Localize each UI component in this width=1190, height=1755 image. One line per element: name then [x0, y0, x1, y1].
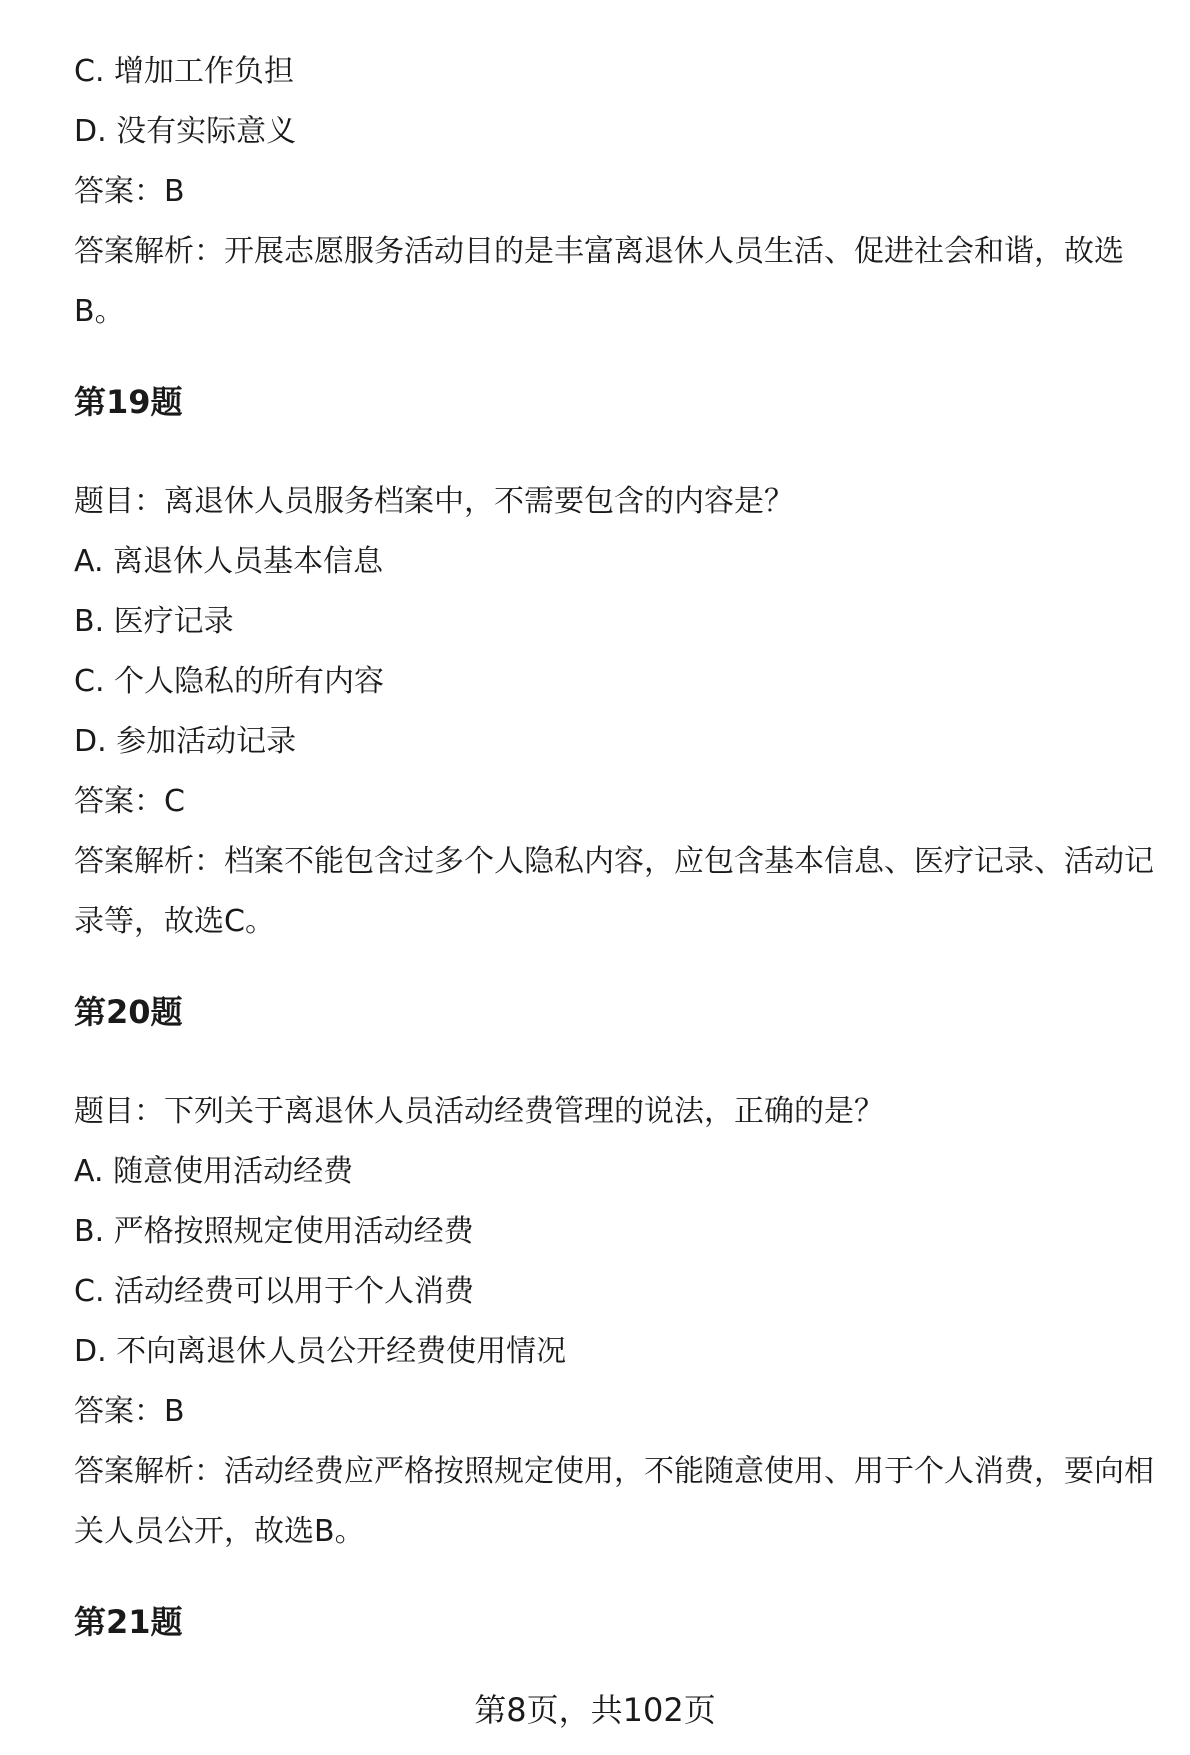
question-text: 题目：下列关于离退休人员活动经费管理的说法，正确的是？ — [74, 1094, 884, 1129]
option-a: A. 离退休人员基本信息 — [74, 544, 384, 579]
question-heading: 第20题 — [74, 993, 183, 1031]
answer-analysis-line-2: 关人员公开，故选B。 — [74, 1514, 365, 1549]
answer: 答案：B — [74, 174, 185, 209]
page-number-footer: 第8页，共102页 — [474, 1691, 716, 1729]
question-19 — [74, 382, 1164, 952]
answer-analysis-line-1: 答案解析：活动经费应严格按照规定使用，不能随意使用、用于个人消费，要向相 — [74, 1454, 1154, 1489]
option-d: D. 不向离退休人员公开经费使用情况 — [74, 1334, 567, 1369]
document-page — [74, 0, 1164, 1642]
option-c: C. 增加工作负担 — [74, 54, 295, 89]
question-text: 题目：离退休人员服务档案中，不需要包含的内容是？ — [74, 484, 794, 519]
option-c: C. 个人隐私的所有内容 — [74, 664, 385, 699]
answer-analysis-line-1: 答案解析：开展志愿服务活动目的是丰富离退休人员生活、促进社会和谐，故选 — [74, 234, 1124, 269]
answer-analysis-line-2: 录等，故选C。 — [74, 904, 275, 939]
previous-question-tail — [74, 42, 1164, 342]
question-heading: 第21题 — [74, 1603, 183, 1641]
option-c: C. 活动经费可以用于个人消费 — [74, 1274, 475, 1309]
option-b: B. 严格按照规定使用活动经费 — [74, 1214, 474, 1249]
answer: 答案：B — [74, 1394, 185, 1429]
question-20 — [74, 992, 1164, 1562]
question-heading: 第19题 — [74, 383, 183, 421]
option-b: B. 医疗记录 — [74, 604, 234, 639]
question-21 — [74, 1602, 1164, 1642]
option-d: D. 参加活动记录 — [74, 724, 297, 759]
option-a: A. 随意使用活动经费 — [74, 1154, 354, 1189]
option-d: D. 没有实际意义 — [74, 114, 297, 149]
answer: 答案：C — [74, 784, 185, 819]
answer-analysis-line-2: B。 — [74, 294, 125, 329]
answer-analysis-line-1: 答案解析：档案不能包含过多个人隐私内容，应包含基本信息、医疗记录、活动记 — [74, 844, 1154, 879]
